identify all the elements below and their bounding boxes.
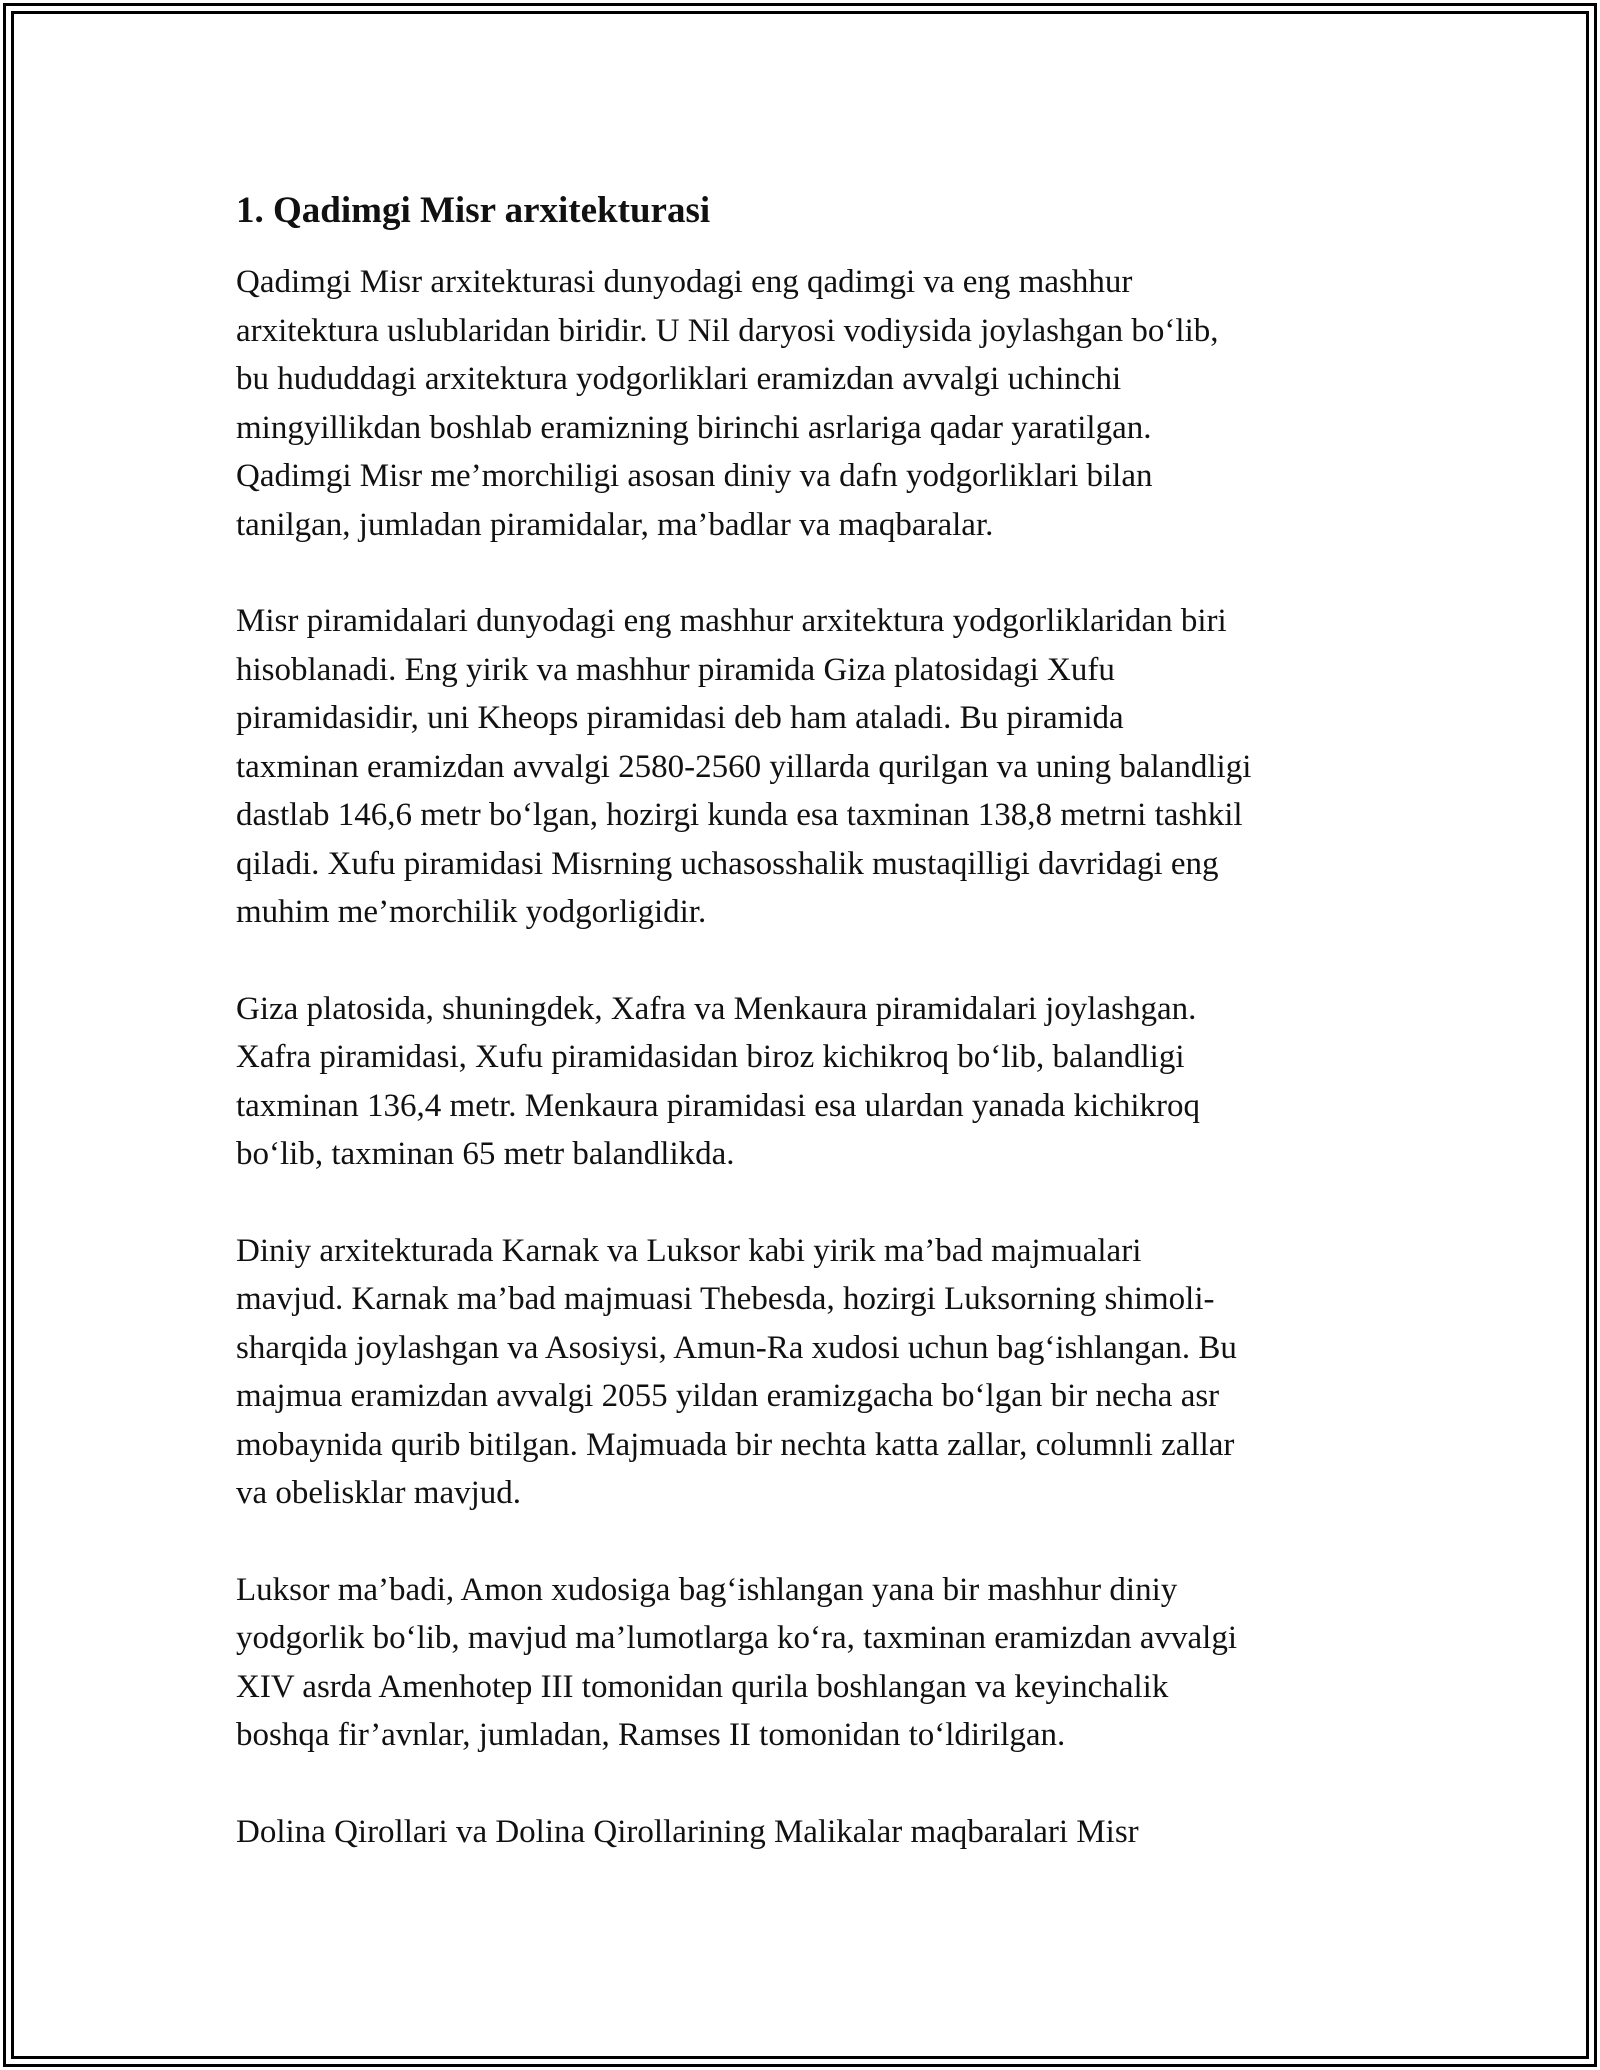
text-line: Giza platosida, shuningdek, Xafra va Menkaura piramidalari joylashgan.	[236, 990, 1197, 1027]
text-line: piramidasidir, uni Kheops piramidasi deb ham ataladi. Bu piramida	[236, 700, 1124, 736]
text-line: mavjud. Karnak ma’bad majmuasi Thebesda, hozirgi Luksorning shimoli-	[236, 1281, 1215, 1317]
text-line: majmua eramizdan avvalgi 2055 yildan eramizgacha bo‘lgan bir necha asr	[236, 1378, 1220, 1414]
text-line: Diniy arxitekturada Karnak va Luksor kabi yirik ma’bad majmualari	[236, 1232, 1142, 1269]
text-line: va obelisklar mavjud.	[236, 1475, 522, 1511]
text-line: yodgorlik bo‘lib, mavjud ma’lumotlarga ko‘ra, taxminan eramizdan avvalgi	[236, 1620, 1238, 1656]
text-line: Xafra piramidasi, Xufu piramidasidan biroz kichikroq bo‘lib, balandligi	[236, 1039, 1185, 1075]
text-line: taxminan eramizdan avvalgi 2580-2560 yillarda qurilgan va uning balandligi	[236, 748, 1252, 785]
paragraph-karnak	[236, 1227, 1376, 1518]
text-line: bu hududdagi arxitektura yodgorliklari eramizdan avvalgi uchinchi	[236, 361, 1122, 397]
text-line: Qadimgi Misr arxitekturasi dunyodagi eng qadimgi va eng mashhur	[236, 264, 1133, 300]
text-line: muhim me’morchilik yodgorligidir.	[236, 894, 707, 930]
section-heading: 1. Qadimgi Misr arxitekturasi	[236, 190, 711, 231]
paragraph-pyramids	[236, 597, 1376, 937]
text-line: mingyillikdan boshlab eramizning birinchi asrlariga qadar yaratilgan.	[236, 409, 1152, 446]
text-line: hisoblanadi. Eng yirik va mashhur piramida Giza platosidagi Xufu	[236, 651, 1115, 688]
document-body	[236, 186, 1376, 1904]
paragraph-intro	[236, 258, 1376, 549]
text-line: Dolina Qirollari va Dolina Qirollarining Malikalar maqbaralari Misr	[236, 1813, 1139, 1850]
text-line: qiladi. Xufu piramidasi Misrning uchasosshalik mustaqilligi davridagi eng	[236, 845, 1219, 882]
text-line: mobaynida qurib bitilgan. Majmuada bir nechta katta zallar, columnli zallar	[236, 1426, 1235, 1463]
text-line: sharqida joylashgan va Asosiysi, Amun-Ra xudosi uchun bag‘ishlangan. Bu	[236, 1329, 1237, 1366]
text-line: taxminan 136,4 metr. Menkaura piramidasi esa ulardan yanada kichikroq	[236, 1087, 1201, 1124]
text-line: dastlab 146,6 metr bo‘lgan, hozirgi kunda esa taxminan 138,8 metrni tashkil	[236, 797, 1243, 833]
text-line: tanilgan, jumladan piramidalar, ma’badlar va maqbaralar.	[236, 506, 994, 543]
text-line: arxitektura uslublaridan biridir. U Nil daryosi vodiysida joylashgan bo‘lib,	[236, 312, 1219, 349]
text-line: XIV asrda Amenhotep III tomonidan qurila boshlangan va keyinchalik	[236, 1668, 1169, 1705]
text-line: Misr piramidalari dunyodagi eng mashhur arxitektura yodgorliklaridan biri	[236, 603, 1227, 639]
text-line: Luksor ma’badi, Amon xudosiga bag‘ishlangan yana bir mashhur diniy	[236, 1571, 1178, 1608]
text-line: Qadimgi Misr me’morchiligi asosan diniy va dafn yodgorliklari bilan	[236, 458, 1153, 494]
paragraph-valley	[236, 1808, 1376, 1857]
text-line: boshqa fir’avnlar, jumladan, Ramses II tomonidan to‘ldirilgan.	[236, 1717, 1066, 1753]
paragraph-giza	[236, 985, 1376, 1179]
text-line: bo‘lib, taxminan 65 metr balandlikda.	[236, 1136, 735, 1172]
paragraph-luxor	[236, 1566, 1376, 1760]
